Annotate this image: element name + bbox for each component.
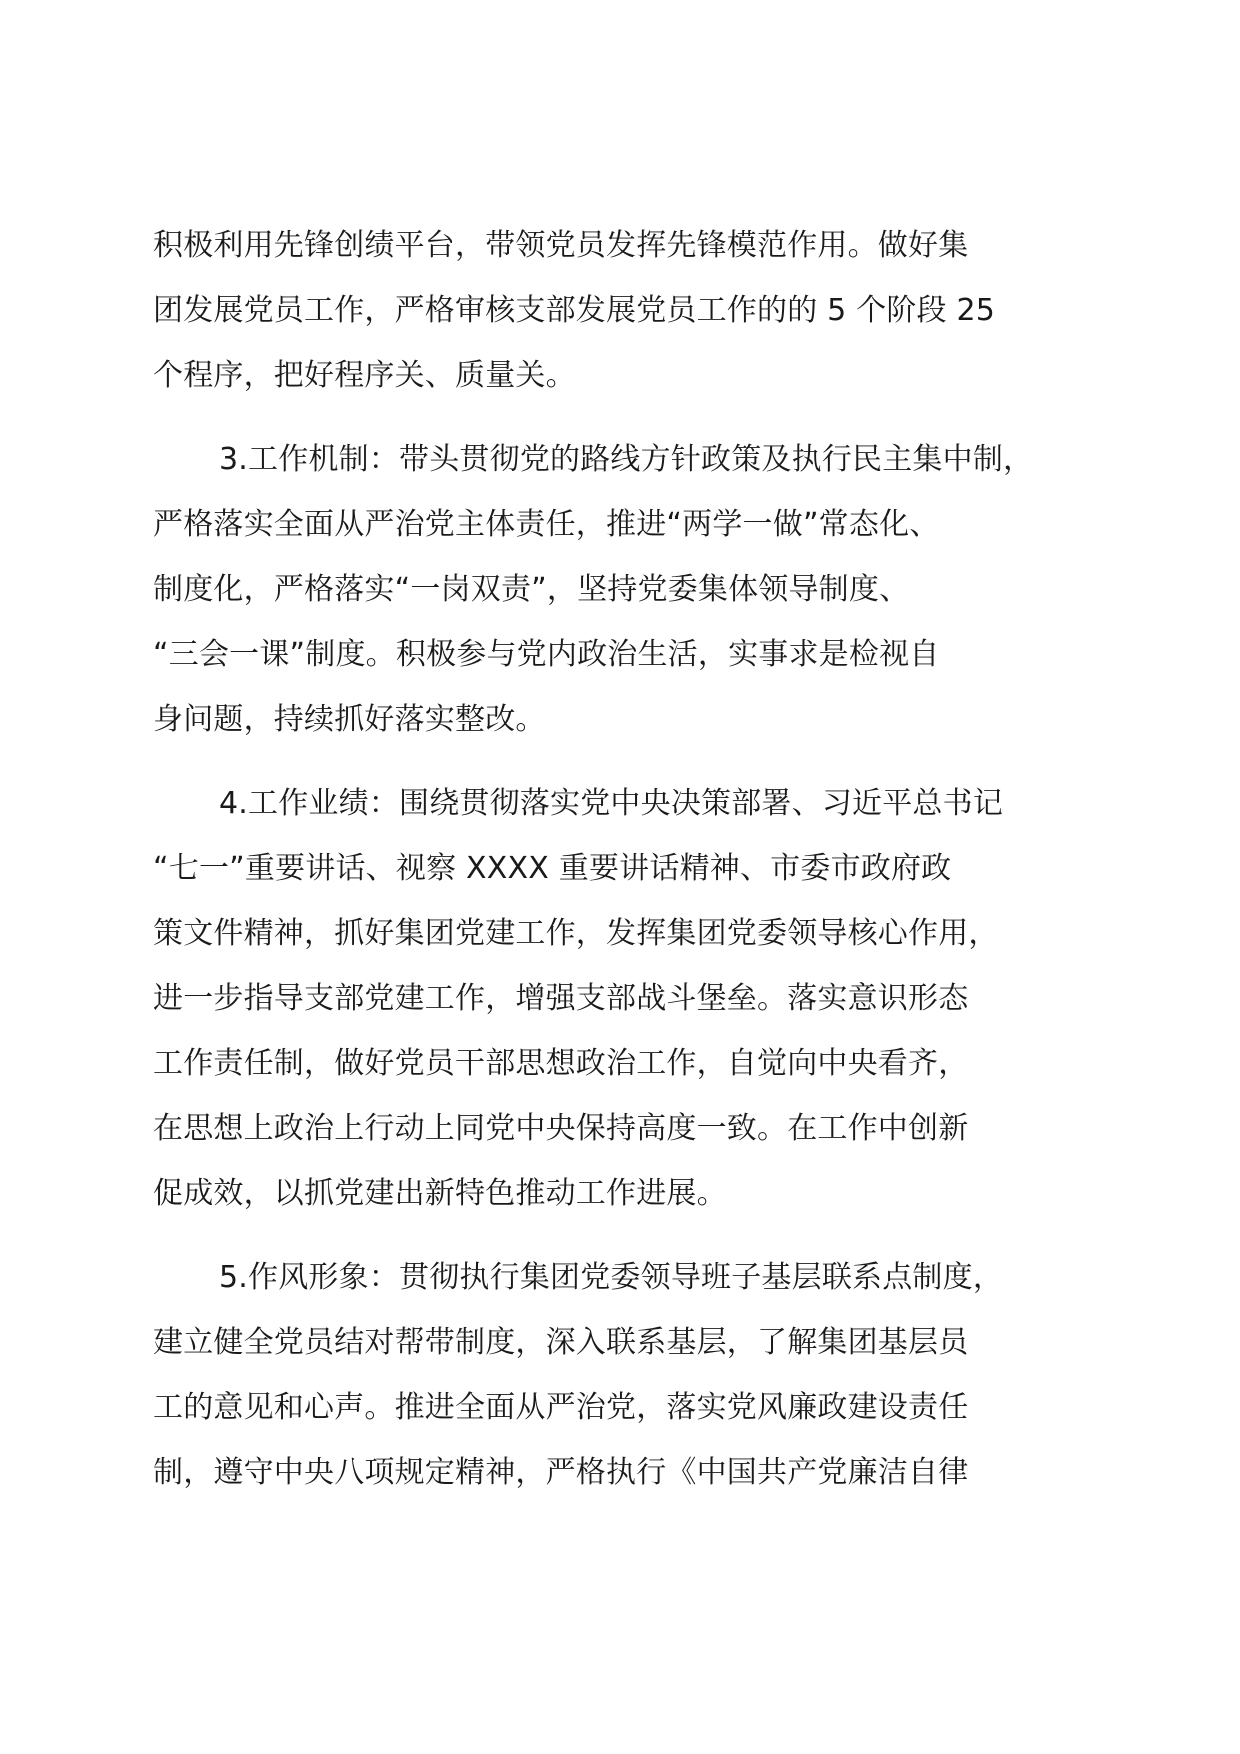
paragraph-3-line-6: 在思想上政治上行动上同党中央保持高度一致。在工作中创新 bbox=[153, 1111, 969, 1146]
paragraph-2-line-5: 身问题，持续抓好落实整改。 bbox=[153, 702, 546, 737]
paragraph-4-line-2: 建立健全党员结对帮带制度，深入联系基层，了解集团基层员 bbox=[153, 1325, 969, 1360]
paragraph-3-line-5: 工作责任制，做好党员干部思想政治工作，自觉向中央看齐， bbox=[153, 1046, 969, 1081]
paragraph-2-line-2: 严格落实全面从严治党主体责任，推进“两学一做”常态化、 bbox=[153, 507, 940, 542]
paragraph-4-line-1: 5.作风形象：贯彻执行集团党委领导班子基层联系点制度， bbox=[219, 1260, 1004, 1295]
paragraph-3-line-4: 进一步指导支部党建工作，增强支部战斗堡垒。落实意识形态 bbox=[153, 981, 969, 1016]
paragraph-1-line-3: 个程序，把好程序关、质量关。 bbox=[153, 358, 576, 393]
paragraph-4-line-4: 制，遵守中央八项规定精神，严格执行《中国共产党廉洁自律 bbox=[153, 1455, 969, 1490]
paragraph-1-line-2: 团发展党员工作，严格审核支部发展党员工作的的 5 个阶段 25 bbox=[153, 293, 996, 328]
paragraph-4-line-3: 工的意见和心声。推进全面从严治党，落实党风廉政建设责任 bbox=[153, 1390, 969, 1425]
paragraph-3-line-1: 4.工作业绩：围绕贯彻落实党中央决策部署、习近平总书记 bbox=[219, 786, 1004, 821]
paragraph-2-line-3: 制度化，严格落实“一岗双责”，坚持党委集体领导制度、 bbox=[153, 572, 910, 607]
paragraph-3-line-2: “七一”重要讲话、视察 XXXX 重要讲话精神、市委市政府政 bbox=[153, 851, 952, 886]
paragraph-2-line-1: 3.工作机制：带头贯彻党的路线方针政策及执行民主集中制， bbox=[219, 442, 1034, 477]
paragraph-1-line-1: 积极利用先锋创绩平台，带领党员发挥先锋模范作用。做好集 bbox=[153, 228, 969, 263]
paragraph-2-line-4: “三会一课”制度。积极参与党内政治生活，实事求是检视自 bbox=[153, 637, 940, 672]
paragraph-3-line-3: 策文件精神，抓好集团党建工作，发挥集团党委领导核心作用， bbox=[153, 916, 999, 951]
paragraph-3-line-7: 促成效，以抓党建出新特色推动工作进展。 bbox=[153, 1176, 727, 1211]
